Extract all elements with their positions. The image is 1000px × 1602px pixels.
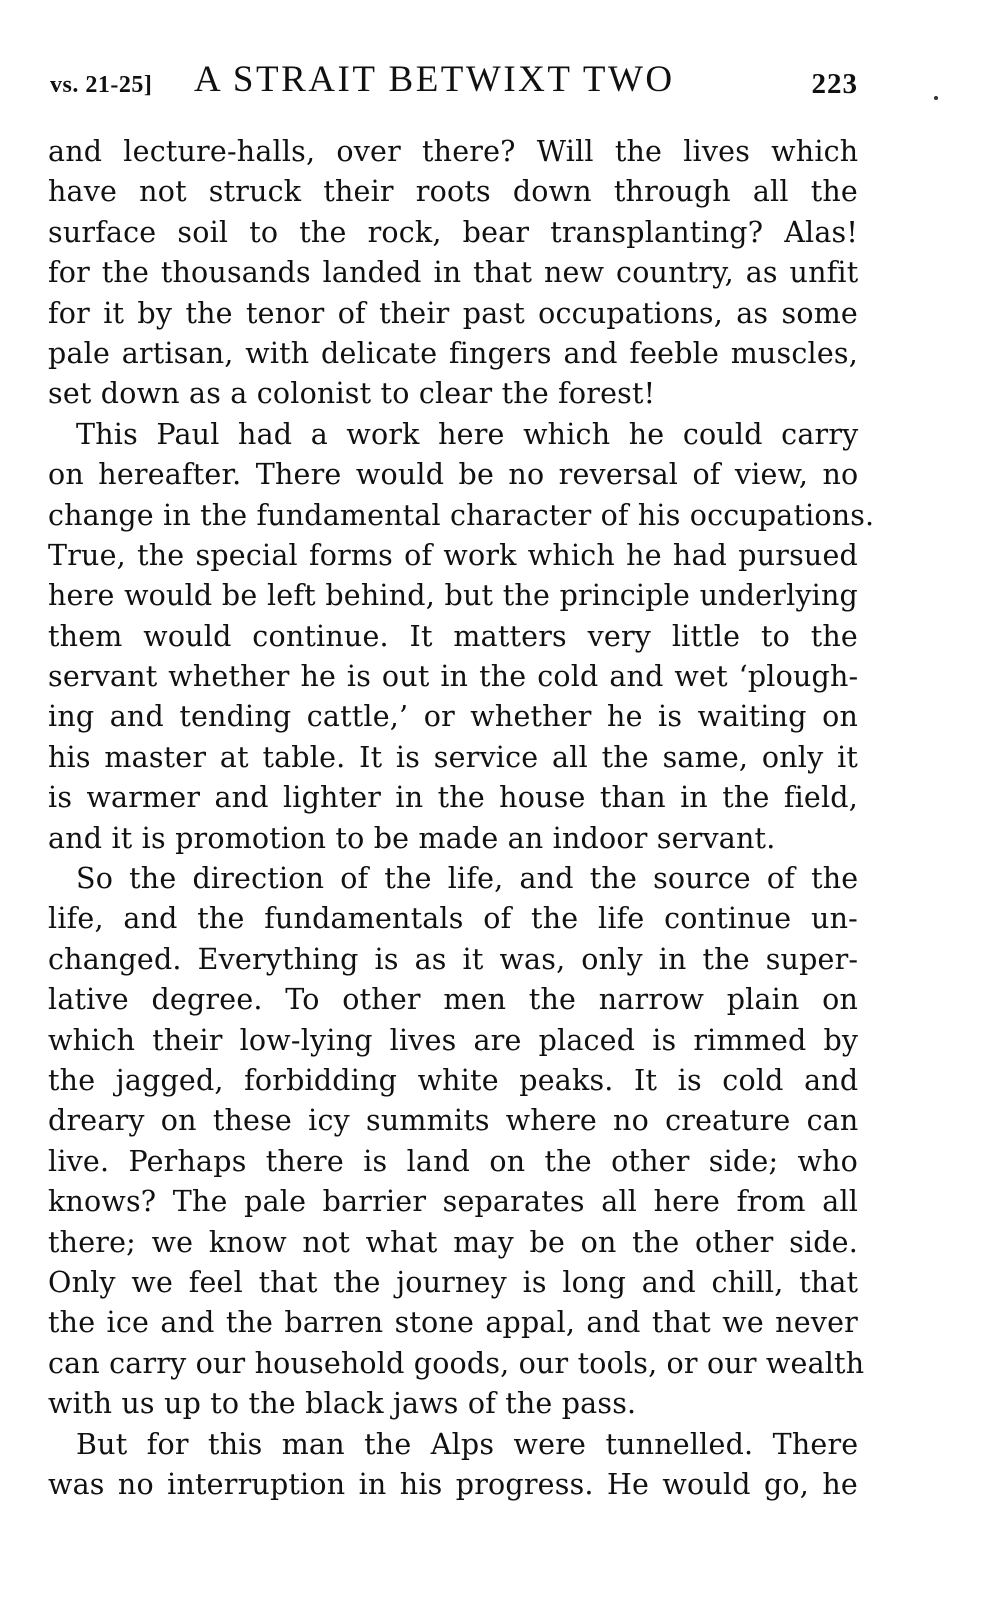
text-line: and lecture-halls, over there? Will the lives which — [48, 135, 859, 168]
text-line: True, the special forms of work which he had pursued — [48, 538, 858, 572]
text-line: set down as a colonist to clear the forest! — [48, 377, 656, 411]
paragraph-4 — [48, 1425, 858, 1506]
text-line: there; we know not what may be on the other side. — [48, 1225, 858, 1259]
running-head — [48, 58, 858, 108]
paragraph-2 — [48, 415, 875, 859]
text-line: Only we feel that the journey is long and chill, that — [48, 1265, 859, 1299]
text-line: his master at table. It is service all the same, only it — [48, 740, 859, 774]
text-line: life, and the fundamentals of the life continue un- — [48, 902, 858, 936]
text-line: changed. Everything is as it was, only in the super- — [48, 942, 859, 976]
text-line: them would continue. It matters very little to the — [48, 619, 858, 653]
text-line: ing and tending cattle,’ or whether he is waiting on — [48, 700, 858, 734]
text-line: with us up to the black jaws of the pass. — [48, 1387, 637, 1421]
text-line: live. Perhaps there is land on the other side; who — [48, 1144, 859, 1178]
body-text — [48, 132, 875, 1505]
verse-reference: vs. 21-25] — [50, 72, 153, 98]
text-line: dreary on these icy summits where no creature can — [48, 1104, 859, 1138]
book-page — [48, 58, 875, 1505]
text-line: for it by the tenor of their past occupations, as some — [48, 296, 858, 330]
text-line: knows? The pale barrier separates all here from all — [48, 1185, 859, 1219]
text-line: But for this man the Alps were tunnelled. There — [76, 1427, 859, 1461]
text-line: here would be left behind, but the principle underlying — [48, 579, 858, 613]
text-line: for the thousands landed in that new country, as unfit — [48, 256, 859, 290]
text-line: lative degree. To other men the narrow plain on — [48, 983, 859, 1017]
text-line: was no interruption in his progress. He would go, he — [48, 1467, 858, 1501]
text-line: on hereafter. There would be no reversal of view, no — [48, 458, 859, 492]
text-line: So the direction of the life, and the source of the — [76, 862, 859, 896]
page-number: 223 — [811, 68, 858, 100]
text-line: This Paul had a work here which he could carry — [76, 417, 859, 451]
text-line: is warmer and lighter in the house than in the field, — [48, 781, 858, 815]
text-line: have not struck their roots down through all the — [48, 175, 858, 209]
paragraph-3 — [48, 859, 865, 1424]
paragraph-1 — [48, 132, 858, 415]
text-line: the jagged, forbidding white peaks. It is cold and — [48, 1063, 859, 1097]
text-line: surface soil to the rock, bear transplanting? Alas! — [48, 215, 858, 249]
text-line: which their low-lying lives are placed is rimmed by — [48, 1023, 859, 1057]
text-line: and it is promotion to be made an indoor servant. — [48, 821, 776, 855]
text-line: change in the fundamental character of his occupations. — [48, 498, 875, 532]
text-line: can carry our household goods, our tools, or our wealth — [48, 1346, 865, 1380]
stray-ink-dot — [934, 96, 938, 100]
text-line: servant whether he is out in the cold and wet ‘plough- — [48, 660, 859, 694]
chapter-title: A STRAIT BETWIXT TWO — [194, 59, 675, 100]
text-line: the ice and the barren stone appal, and that we never — [48, 1306, 858, 1340]
text-line: pale artisan, with delicate fingers and feeble muscles, — [48, 336, 858, 370]
